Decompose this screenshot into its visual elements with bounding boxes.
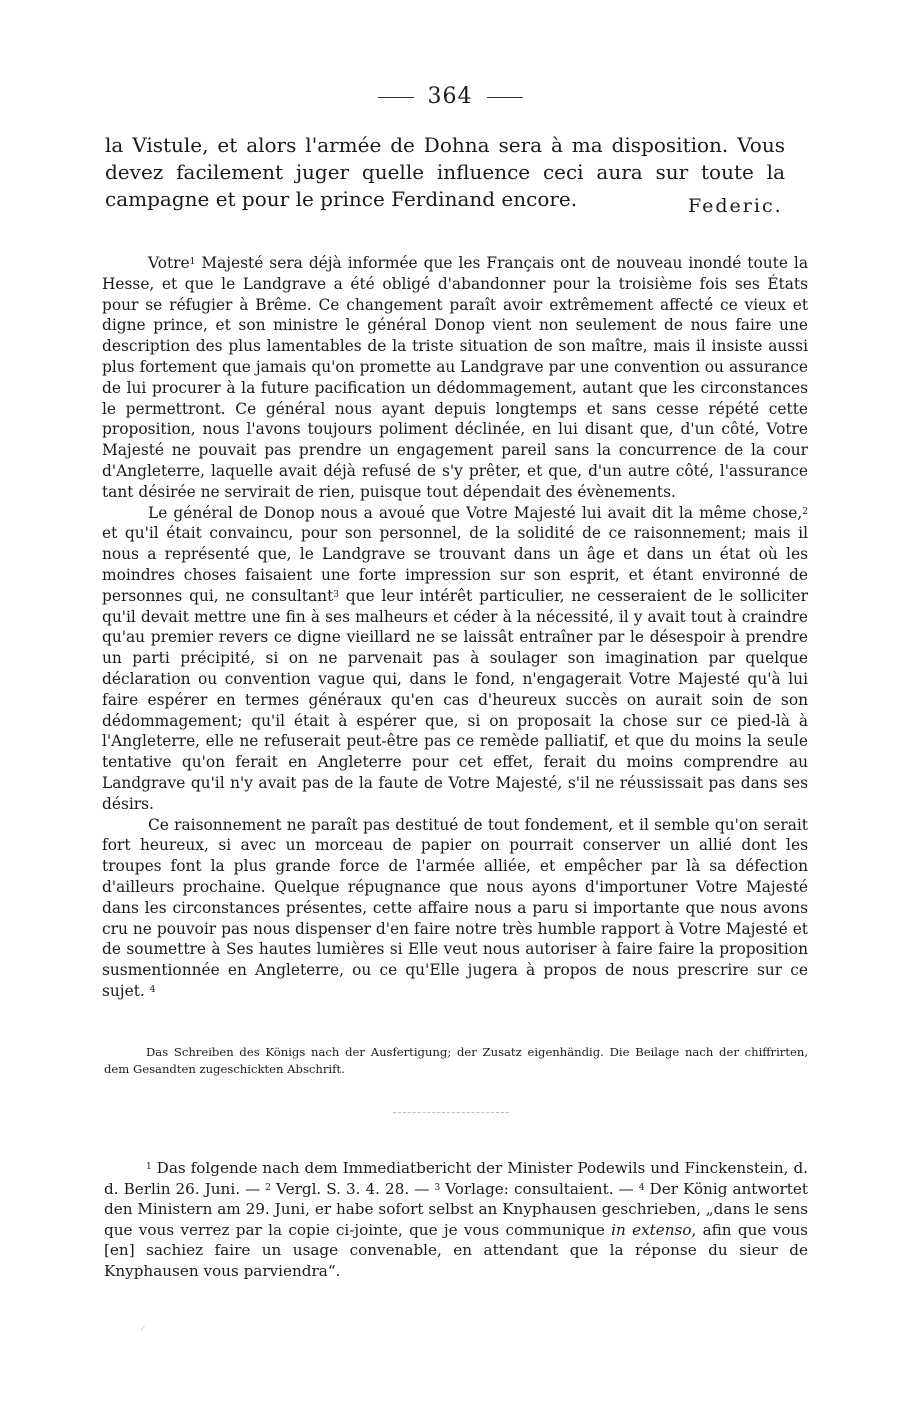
scan-speck: [141, 1325, 149, 1333]
page-number: 364: [427, 84, 473, 109]
report-paragraph: [102, 253, 808, 503]
letter-closing: [105, 132, 785, 213]
footnote-text: Vorlage: consultaient. —: [440, 1179, 639, 1198]
ministers-report: [102, 253, 808, 1002]
footnote-italic: in extenso: [611, 1220, 692, 1239]
report-text: Majesté sera déjà informée que les Français ont de nouveau inondé toute la Hesse, et que le Landgrave a été obligé d'abandonner pour la troisième fois ses États pour se réfugier à Brême. Ce changement paraît avoir extrêmement affecté ce vieux et digne prince, et son ministre le général Donop vient non seulement de nous faire une description des plus lamentables de la triste situation de son maître, mais il insiste aussi plus fortement que jamais qu'on promette au Landgrave par une convention ou assurance de lui procurer à la future pacification un dédommagement, autant que les circonstances le permettront. Ce général nous ayant depuis longtemps et sans cesse répété cette proposition, nous l'avons toujours poliment déclinée, en lui disant que, d'un côté, Votre Majesté ne pouvait pas prendre un engagement pareil sans la concurrence de la cour d'Angleterre, laquelle avait déjà refusé de s'y prêter, et que, d'un autre côté, l'assurance tant désirée ne servirait de rien, puisque tout dépendait des évènements.: [102, 254, 808, 501]
letter-closing-text: la Vistule, et alors l'armée de Dohna sera à ma disposition. Vous devez facilement juger quelle influence ceci aura sur toute la campagne et pour le prince Ferdinand encore.: [105, 133, 785, 211]
footnotes: [104, 1158, 808, 1282]
footnote-ref: 3: [333, 589, 339, 600]
footnote-ref: 2: [802, 506, 808, 517]
footnote-ref: 4: [149, 984, 156, 995]
report-paragraph: [102, 815, 808, 1002]
footnote-mark: 3: [434, 1182, 441, 1193]
footnote-text: , afin que vous [en] sachiez faire un usage convenable, en attendant que la réponse du sieur de Knyphausen vous parviendra“.: [104, 1220, 808, 1280]
source-note: Das Schreiben des Königs nach der Ausfertigung; der Zusatz eigenhändig. Die Beilage nach der chiffrirten, dem Gesandten zugeschickten Abschrift.: [104, 1045, 808, 1076]
header-rule-left: [378, 97, 414, 98]
footnote-mark: 1: [146, 1162, 152, 1172]
footnote-mark: 2: [265, 1182, 271, 1193]
report-text: Le général de Donop nous a avoué que Votre Majesté lui avait dit la même chose,: [148, 503, 803, 522]
report-text: et qu'il était convaincu, pour son personnel, de la solidité de ce raisonnement; mais il nous a représenté que, le Landgrave se trouvant dans un âge et dans un état où les moindres choses faisaient une forte impression sur son esprit, et étant environné de personnes qui, ne consultant: [102, 524, 808, 605]
report-paragraph: [102, 503, 808, 815]
report-text: que leur intérêt particulier, ne cesseraient de le solliciter qu'il devait mettre une fin à ses malheurs et céder à la nécessité, il y avait tout à craindre qu'au premier revers ce digne vieillard ne se laissât entraîner par le désespoir à prendre un parti précipité, si on ne parvenait pas à soulager son imagination par quelque déclaration ou convention vague qui, dans le fond, n'engagerait Votre Majesté qu'à lui faire espérer en termes généraux qu'en cas d'heureux succès on aurait soin de son dédommagement; qu'il était à espérer que, si on proposait la chose sur ce pied-là à l'Angleterre, elle ne refuserait peut-être pas ce remède palliatif, et que du moins la seule tentative qu'on ferait en Angleterre pour cet effet, ferait du moins comprendre au Landgrave qu'il n'y avait pas de la faute de Votre Majesté, s'il ne réussissait pas dans ses désirs.: [102, 586, 808, 813]
footnote-separator: [393, 1112, 509, 1113]
report-text: Votre: [148, 254, 190, 272]
footnote-mark: 4: [638, 1182, 645, 1193]
page-header: [0, 84, 900, 109]
footnote-text: Vergl. S. 3. 4. 28. —: [271, 1179, 435, 1198]
footnote-ref: 1: [189, 257, 196, 267]
report-text: Ce raisonnement ne paraît pas destitué de tout fondement, et il semble qu'on serait fort heureux, si avec un morceau de papier on pourrait conserver un allié dont les troupes font la plus grande force de l'armée alliée, et empêcher par là sa défection d'ailleurs prochaine. Quelque répugnance que nous ayons d'importuner Votre Majesté dans les circonstances présentes, cette affaire nous a paru si importante que nous avons cru ne pouvoir pas nous dispenser d'en faire notre très humble rapport à Votre Majesté et de soumettre à Ses hautes lumières si Elle veut nous autoriser à faire faire la proposition susmentionnée en Angleterre, ou ce qu'Elle jugera à propos de nous prescrire sur ce sujet.: [102, 815, 808, 1000]
signature: Federic.: [688, 195, 783, 217]
footnote-text: Der König antwortet den Ministern am 29. Juni, er habe sofort selbst an Knyphausen geschrieben, „dans le sens que vous verrez par la copie ci-jointe, que je vous communique: [104, 1179, 808, 1239]
footnote-text: Das folgende nach dem Immediatbericht der Minister Podewils und Finckenstein, d. d. Berlin 26. Juni. —: [104, 1159, 808, 1198]
header-rule-right: [487, 97, 523, 98]
